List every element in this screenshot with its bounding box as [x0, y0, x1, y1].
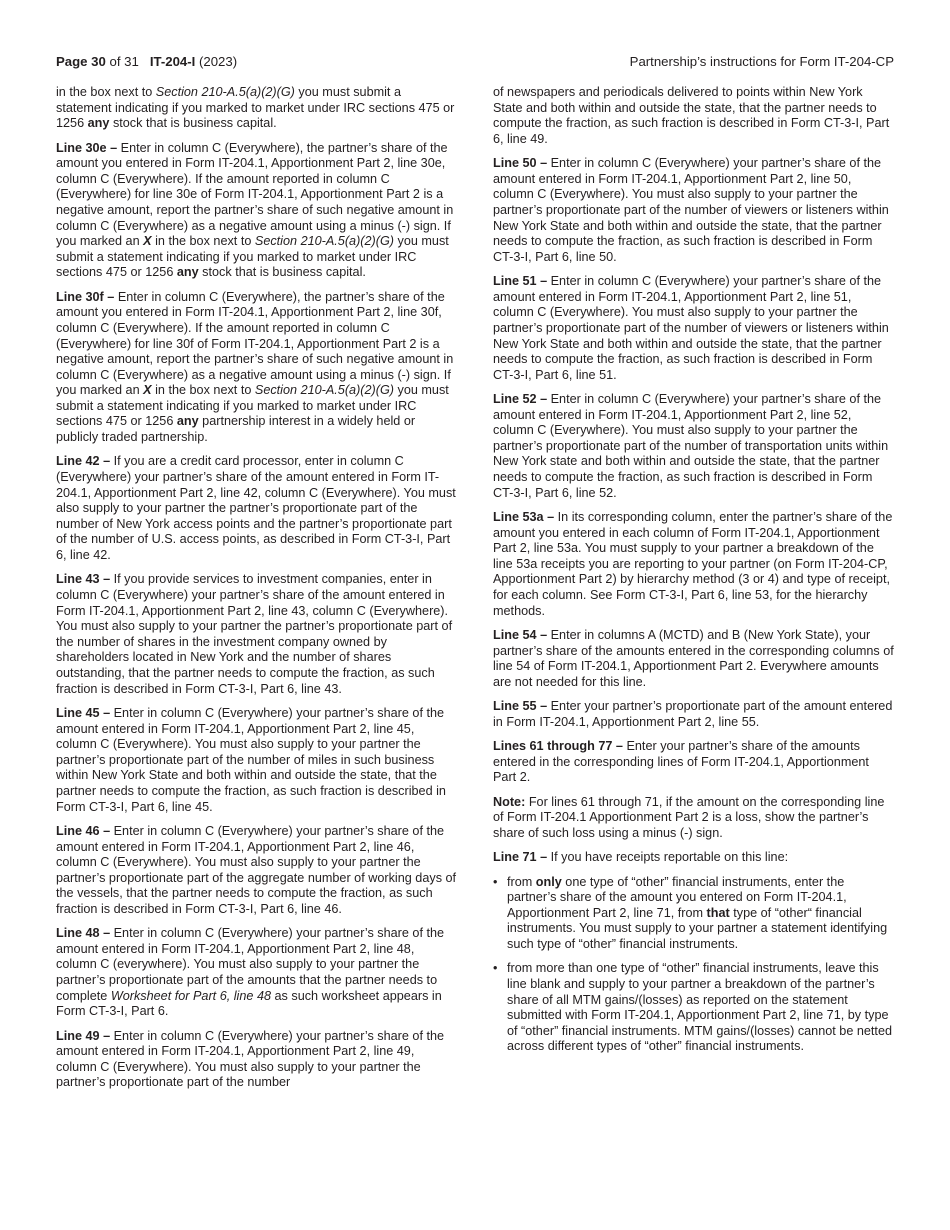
- line-label: Line 43 –: [56, 572, 111, 587]
- left-column: [56, 85, 458, 1100]
- line-50-paragraph: Line 50 – Enter in column C (Everywhere) your partner’s share of the amount entered in Form IT-204.1, Apportionment Part 2, line 50, column C (Everywhere). You must also supply to your partner the partner’s proportionate part of the number of viewers or listeners within New York State and both within and outside the state, that the partner needs to compute the fraction, as such fraction is described in Form CT-3-I, Part 6, line 50.: [493, 156, 889, 264]
- line-label: Line 52 –: [493, 392, 548, 407]
- form-code: IT-204-I: [149, 54, 196, 69]
- page-number-group: [56, 52, 237, 72]
- line-label: Lines 61 through 77 –: [493, 739, 623, 754]
- list-item: • from more than one type of “other” financial instruments, leave this line blank and supply to your partner a breakdown of the partner’s share of all MTM gains/(losses) as reported on the statement submitted with Form IT-204.1, Apportionment Part 2, line 71, by type of “other” financial instruments. MTM gains/(losses) cannot be netted across different types of “other” financial instruments.: [493, 961, 895, 1055]
- line-43-paragraph: Line 43 – If you provide services to investment companies, enter in column C (Everywhere) your partner’s share of the amount entered in Form IT-204.1, Apportionment Part 2, line 43, column C (Everywhere). You must also supply to your partner the partner’s proportionate part of the number of shares in the investment company owned by shareholders located in New York and the number of shares outstanding, that the partner needs to compute the fraction, as such fraction is described in Form CT-3-I, Part 6, line 43.: [56, 572, 453, 696]
- line-label: Line 71 –: [493, 850, 548, 865]
- page-header: [56, 52, 894, 72]
- line-label: Line 45 –: [56, 705, 111, 720]
- line-45-paragraph: Line 45 – Enter in column C (Everywhere) your partner’s share of the amount entered in Form IT-204.1, Apportionment Part 2, line 45, column C (Everywhere). You must also supply to your partner the partner’s proportionate part of the number of miles in such business within New York State and both within and outside the state, that the partner needs to compute the fraction, as such fraction is described in Form CT-3-I, Part 6, line 45.: [56, 705, 446, 814]
- right-column: [493, 85, 895, 1064]
- line-label: Line 55 –: [493, 699, 548, 714]
- document-title: Partnership’s instructions for Form IT-204-CP: [629, 54, 894, 69]
- line-label: Line 48 –: [56, 926, 111, 941]
- line-48-paragraph: Line 48 – Enter in column C (Everywhere) your partner’s share of the amount entered in Form IT-204.1, Apportionment Part 2, line 48, column C (everywhere). You must also supply to your partner the partner’s proportionate part of the amounts that the partner needs to complete Worksheet for Part 6, line 48 as such worksheet appears in Form CT-3-I, Part 6.: [56, 926, 445, 1019]
- line-30f-paragraph: Line 30f – Enter in column C (Everywhere), the partner’s share of the amount you entered in Form IT-204.1, Apportionment Part 2, line 30f, column C (Everywhere). If the amount reported in column C (Everywhere) for line 30f of Form IT-204.1, Apportionment Part 2 is a negative amount, report the partner’s share of such negative amount in column C (Everywhere) as a negative amount using a minus (-) sign. If you marked an X in the box next to Section 210-A.5(a)(2)(G) you must submit a statement indicating if you marked to market under IRC sections 475 or 1256 any partnership interest in a widely held or publicly traded partnership.: [56, 289, 454, 445]
- line-label: Line 30f –: [56, 289, 115, 304]
- page-total: of 31: [105, 54, 139, 69]
- line-label: Line 50 –: [493, 156, 548, 171]
- line-51-paragraph: Line 51 – Enter in column C (Everywhere) your partner’s share of the amount entered in Form IT-204.1, Apportionment Part 2, line 51, column C (Everywhere). You must also supply to your partner the partner’s proportionate part of the number of viewers or listeners within New York State and both within and outside the state, that the partner needs to compute the fraction, as such fraction is described in Form CT-3-I, Part 6, line 51.: [493, 274, 889, 382]
- form-year: (2023): [195, 54, 238, 69]
- line-54-paragraph: Line 54 – Enter in columns A (MCTD) and B (New York State), your partner’s share of the amounts entered in the corresponding columns of line 54 of Form IT-204.1, Apportionment Part 2. Everywhere amounts are not needed for this line.: [493, 627, 894, 689]
- line-52-paragraph: Line 52 – Enter in column C (Everywhere) your partner’s share of the amount entered in Form IT-204.1, Apportionment Part 2, line 52, column C (Everywhere). You must also supply to your partner the partner’s proportionate part of the number of transportation units within New York state and both within and outside the state, that the partner needs to compute the fraction, as such fraction is described in Form CT-3-I, Part 6, line 52.: [493, 392, 889, 500]
- line-label: Line 46 –: [56, 823, 111, 838]
- lines-61-77-paragraph: Lines 61 through 77 – Enter your partner’s share of the amounts entered in the corresponding lines of Form IT-204.1, Apportionment Part 2.: [493, 739, 869, 785]
- line-49-paragraph: Line 49 – Enter in column C (Everywhere) your partner’s share of the amount entered in Form IT-204.1, Apportionment Part 2, line 49, column C (Everywhere). You must also supply to your partner the partner’s proportionate part of the number: [56, 1028, 445, 1090]
- line-label: Line 42 –: [56, 454, 111, 469]
- line-49-continuation: of newspapers and periodicals delivered to points within New York State and both within and outside the state, that the partner needs to compute the fraction, as such fraction is described in Form CT-3-I, Part 6, line 49.: [493, 85, 890, 146]
- line-71-bullet-list: [493, 875, 895, 1055]
- line-30e-paragraph: Line 30e – Enter in column C (Everywhere), the partner’s share of the amount you entered in Form IT-204.1, Apportionment Part 2, line 30e, column C (Everywhere). If the amount reported in column C (Everywhere) for line 30e of Form IT-204.1, Apportionment Part 2 is a negative amount, report the partner’s share of such negative amount in column C (Everywhere) as a negative amount using a minus (-) sign. If you marked an X in the box next to Section 210-A.5(a)(2)(G) you must submit a statement indicating if you marked to market under IRC sections 475 or 1256 any stock that is business capital.: [56, 140, 454, 280]
- note-label: Note:: [493, 794, 526, 809]
- line-55-paragraph: Line 55 – Enter your partner’s proportionate part of the amount entered in Form IT-204.1, Apportionment Part 2, line 55.: [493, 699, 893, 729]
- line-42-paragraph: Line 42 – If you are a credit card processor, enter in column C (Everywhere) your partner’s share of the amount entered in Form IT-204.1, Apportionment Part 2, line 42, column C (Everywhere). You must also supply to your partner the partner’s proportionate part of the number of New York access points and the partner’s proportionate part of the number of U.S. access points, as described in Form CT-3-I, Part 6, line 42.: [56, 454, 456, 563]
- note-paragraph: Note: For lines 61 through 71, if the amount on the corresponding line of Form IT-204.1 Apportionment Part 2 is a loss, show the partner’s share of such loss using a minus (-) sign.: [493, 794, 885, 840]
- line-46-paragraph: Line 46 – Enter in column C (Everywhere) your partner’s share of the amount entered in Form IT-204.1, Apportionment Part 2, line 46, column C (Everywhere). You must also supply to your partner the partner’s proportionate part of the aggregate number of working days of the vessels, that the partner needs to compute the fraction, as such fraction is described in Form CT-3-I, Part 6, line 46.: [56, 823, 457, 916]
- intro-paragraph: in the box next to Section 210-A.5(a)(2)(G) you must submit a statement indicating if you marked to market under IRC sections 475 or 1256 any stock that is business capital.: [56, 85, 455, 131]
- line-label: Line 49 –: [56, 1028, 111, 1043]
- line-label: Line 30e –: [56, 140, 118, 155]
- line-label: Line 51 –: [493, 274, 548, 289]
- line-label: Line 53a –: [493, 510, 555, 525]
- line-53a-paragraph: Line 53a – In its corresponding column, enter the partner’s share of the amount you entered in each column of Form IT-204.1, Apportionment Part 2, line 53a. You must supply to your partner a breakdown of the line 53a receipts you are reporting to your partner (on Form IT-204-CP, Apportionment Part 2) by hierarchy method (3 or 4) and type of receipt, for each column. See Form CT-3-I, Part 6, line 53, for the hierarchy methods.: [493, 510, 893, 618]
- page-number: Page 30: [56, 54, 106, 69]
- line-label: Line 54 –: [493, 627, 548, 642]
- line-71-paragraph: Line 71 – If you have receipts reportable on this line:: [493, 850, 789, 865]
- list-item: • from only one type of “other” financial instruments, enter the partner’s share of the amount you entered on Form IT-204.1, Apportionment Part 2, line 71, from that type of “other“ financial instruments. You must supply to your partner a statement identifying such type of “other” financial instruments.: [493, 875, 895, 953]
